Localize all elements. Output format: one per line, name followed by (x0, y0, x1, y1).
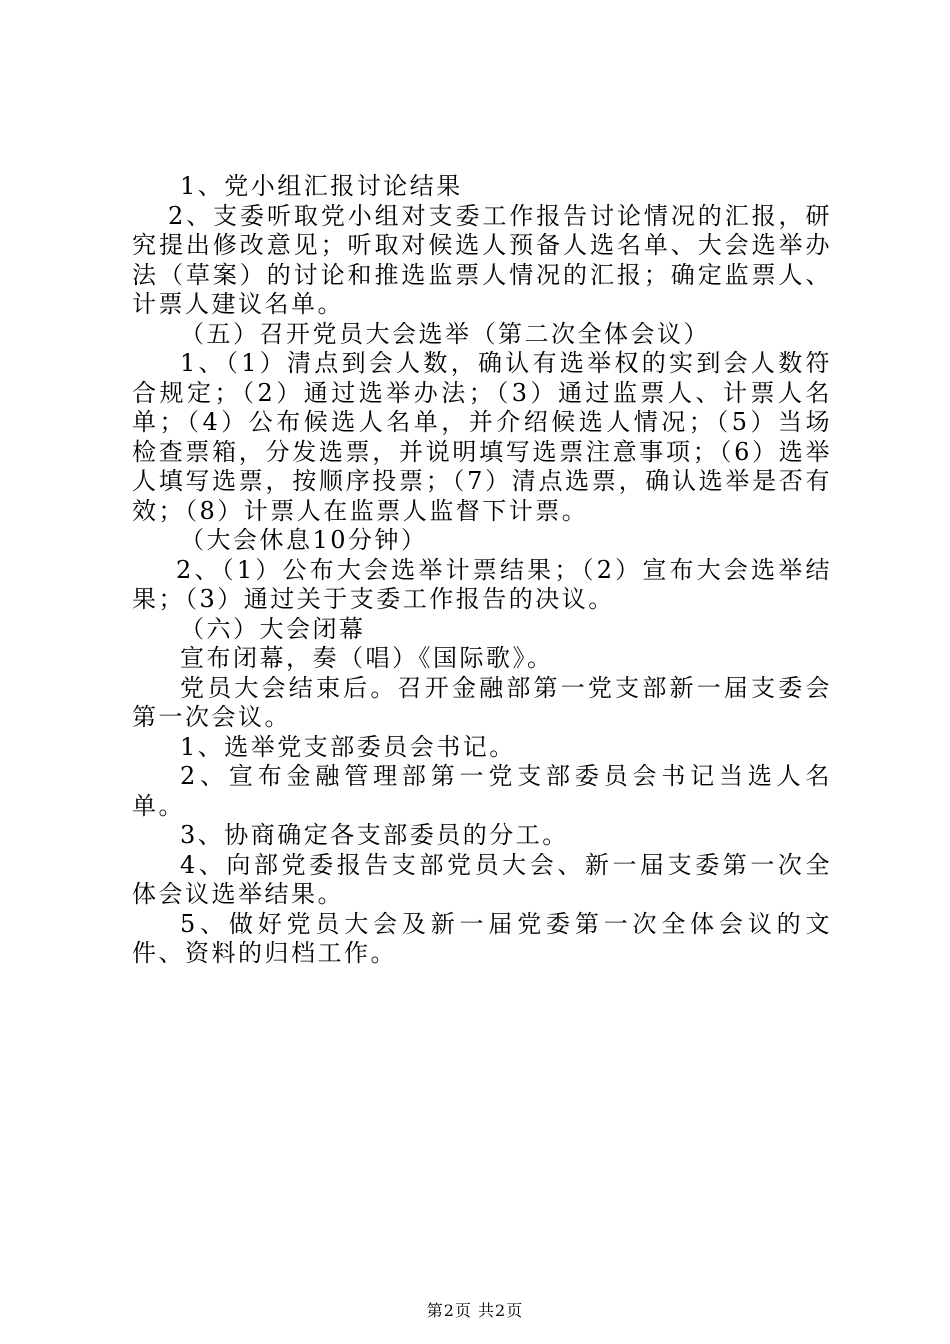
paragraph-announce-results: 2、（1）公布大会选举计票结果；（2）宣布大会选举结果；（3）通过关于支委工作报告的决议。 (132, 555, 832, 613)
list-item-elect-secretary: 1、选举党支部委员会书记。 (180, 732, 516, 761)
list-item-report-results: 4、向部党委报告支部党员大会、新一届支委第一次全体会议选举结果。 (132, 850, 832, 908)
paragraph-after-meeting: 党员大会结束后。召开金融部第一党支部新一届支委会第一次会议。 (132, 673, 832, 731)
section-heading-election-meeting: （五）召开党员大会选举（第二次全体会议） (180, 319, 710, 348)
paragraph-committee-review: 2、支委听取党小组对支委工作报告讨论情况的汇报，研究提出修改意见；听取对候选人预备人选名单、大会选举办法（草案）的讨论和推选监票人情况的汇报；确定监票人、计票人建议名单。 (132, 201, 832, 318)
paragraph-group-report: 1、党小组汇报讨论结果 (180, 172, 463, 200)
paragraph-break-notice: （大会休息10分钟） (180, 526, 428, 554)
section-heading-closing: （六）大会闭幕 (180, 614, 366, 643)
paragraph-closing-anthem: 宣布闭幕，奏（唱）《国际歌》。 (180, 644, 554, 672)
page-footer: 第2页 共2页 (426, 1301, 524, 1320)
paragraph-election-procedure: 1、（1）清点到会人数，确认有选举权的实到会人数符合规定；（2）通过选举办法；（3）通过监票人、计票人名单；（4）公布候选人名单，并介绍候选人情况；（5）当场检查票箱，分发选票，并说明填写选票注意事项；（6）选举人填写选票，按顺序投票；（7）清点选票，确认选举是否有效；（8）计票人在监票人监督下计票。 (132, 349, 832, 525)
list-item-announce-secretary: 2、宣布金融管理部第一党支部委员会书记当选人名单。 (132, 762, 832, 820)
list-item-assign-duties: 3、协商确定各支部委员的分工。 (180, 821, 569, 849)
document-body (132, 172, 832, 969)
list-item-archive-files: 5、做好党员大会及新一届党委第一次全体会议的文件、资料的归档工作。 (132, 909, 832, 967)
